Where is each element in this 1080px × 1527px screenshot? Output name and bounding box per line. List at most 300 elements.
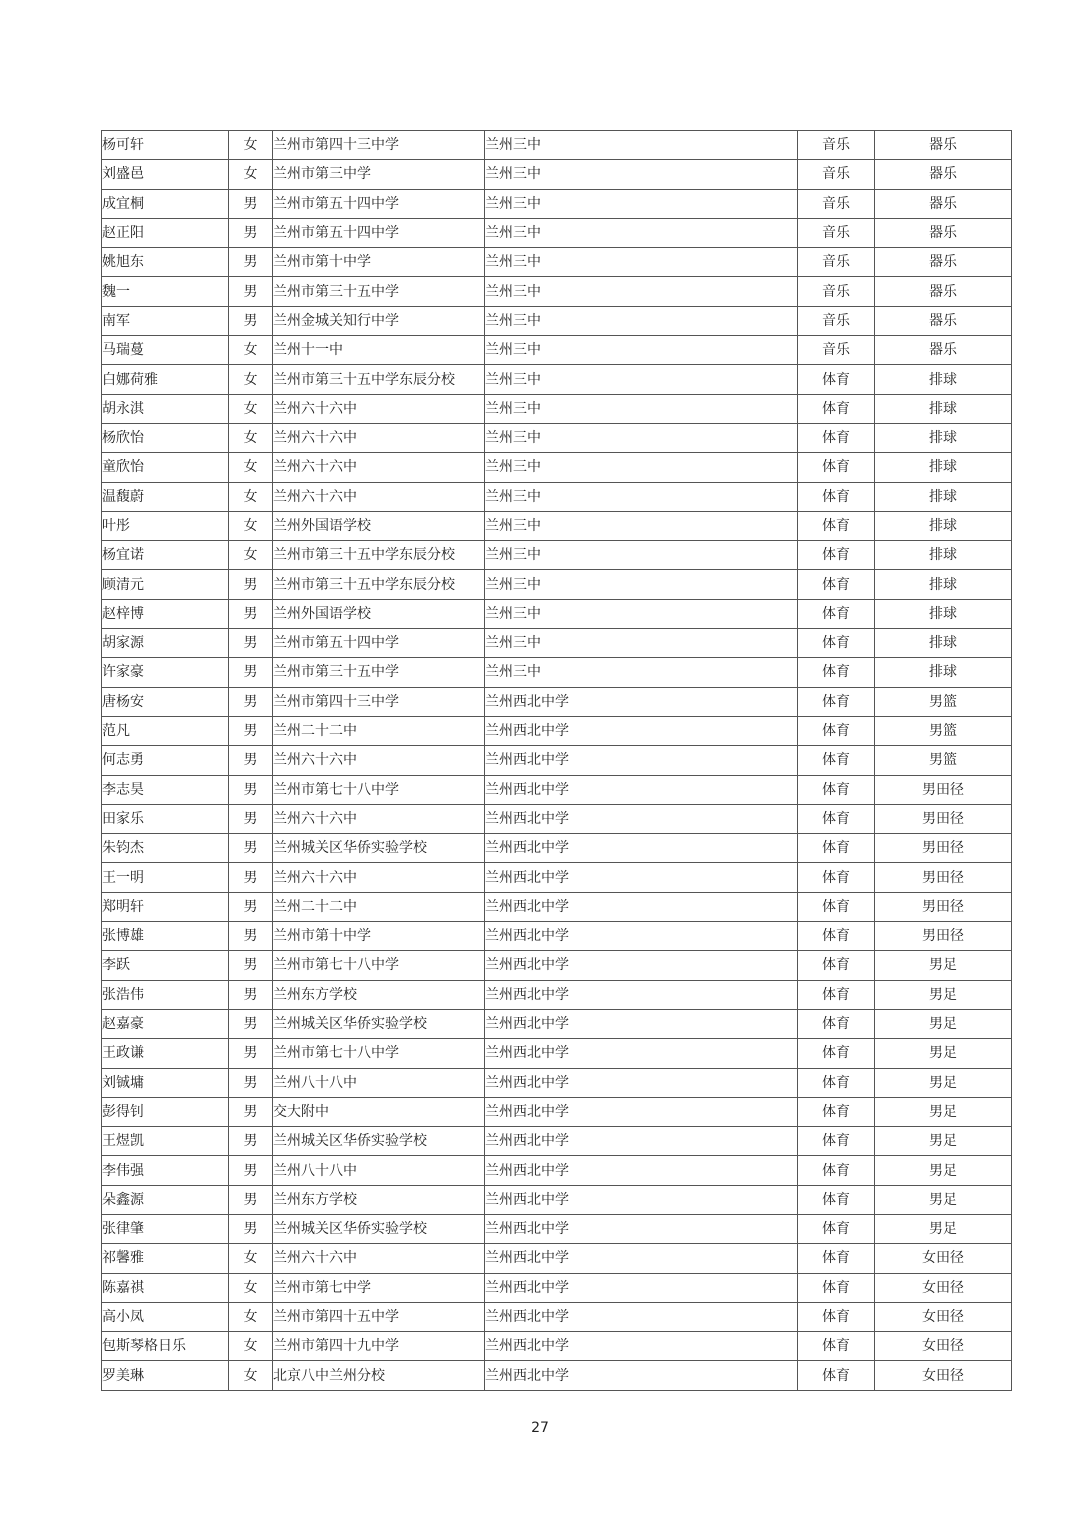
category-cell: 体育 <box>798 629 875 658</box>
student-name-cell: 杨宜诺 <box>102 541 229 570</box>
gender-cell: 女 <box>229 1302 273 1331</box>
admitted-school-cell: 兰州西北中学 <box>485 1302 798 1331</box>
origin-school-cell: 兰州城关区华侨实验学校 <box>273 1214 485 1243</box>
specialty-cell: 男足 <box>875 1009 1012 1038</box>
specialty-cell: 女田径 <box>875 1361 1012 1390</box>
gender-cell: 女 <box>229 1361 273 1390</box>
origin-school-cell: 兰州二十二中 <box>273 716 485 745</box>
specialty-cell: 排球 <box>875 570 1012 599</box>
specialty-cell: 排球 <box>875 453 1012 482</box>
origin-school-cell: 兰州市第三十五中学 <box>273 277 485 306</box>
gender-cell: 男 <box>229 951 273 980</box>
admitted-school-cell: 兰州三中 <box>485 541 798 570</box>
gender-cell: 男 <box>229 189 273 218</box>
gender-cell: 男 <box>229 1009 273 1038</box>
origin-school-cell: 兰州六十六中 <box>273 804 485 833</box>
origin-school-cell: 兰州市第四十三中学 <box>273 687 485 716</box>
student-name-cell: 张律肇 <box>102 1214 229 1243</box>
admitted-school-cell: 兰州三中 <box>485 365 798 394</box>
specialty-cell: 男足 <box>875 1097 1012 1126</box>
admitted-school-cell: 兰州三中 <box>485 394 798 423</box>
origin-school-cell: 兰州市第三十五中学 <box>273 658 485 687</box>
specialty-cell: 女田径 <box>875 1244 1012 1273</box>
gender-cell: 男 <box>229 746 273 775</box>
category-cell: 音乐 <box>798 306 875 335</box>
student-name-cell: 胡永淇 <box>102 394 229 423</box>
specialty-cell: 排球 <box>875 599 1012 628</box>
admitted-school-cell: 兰州西北中学 <box>485 951 798 980</box>
student-name-cell: 胡家源 <box>102 629 229 658</box>
table-row <box>102 248 1012 277</box>
gender-cell: 女 <box>229 482 273 511</box>
origin-school-cell: 兰州东方学校 <box>273 980 485 1009</box>
table-row <box>102 1214 1012 1243</box>
specialty-cell: 男足 <box>875 1214 1012 1243</box>
origin-school-cell: 兰州六十六中 <box>273 863 485 892</box>
student-name-cell: 朱钧杰 <box>102 834 229 863</box>
category-cell: 音乐 <box>798 160 875 189</box>
gender-cell: 女 <box>229 1273 273 1302</box>
student-name-cell: 温馥蔚 <box>102 482 229 511</box>
admitted-school-cell: 兰州西北中学 <box>485 1332 798 1361</box>
student-name-cell: 赵嘉豪 <box>102 1009 229 1038</box>
category-cell: 体育 <box>798 570 875 599</box>
category-cell: 体育 <box>798 1068 875 1097</box>
gender-cell: 女 <box>229 423 273 452</box>
category-cell: 体育 <box>798 511 875 540</box>
student-name-cell: 刘盛邑 <box>102 160 229 189</box>
admitted-school-cell: 兰州三中 <box>485 336 798 365</box>
table-row <box>102 629 1012 658</box>
origin-school-cell: 兰州六十六中 <box>273 1244 485 1273</box>
gender-cell: 男 <box>229 922 273 951</box>
admitted-school-cell: 兰州西北中学 <box>485 1068 798 1097</box>
origin-school-cell: 兰州市第七十八中学 <box>273 775 485 804</box>
roster-body <box>102 131 1012 1391</box>
gender-cell: 女 <box>229 1332 273 1361</box>
category-cell: 体育 <box>798 922 875 951</box>
gender-cell: 女 <box>229 160 273 189</box>
specialty-cell: 男足 <box>875 951 1012 980</box>
student-name-cell: 赵梓博 <box>102 599 229 628</box>
student-name-cell: 唐杨安 <box>102 687 229 716</box>
student-name-cell: 叶彤 <box>102 511 229 540</box>
table-row <box>102 1068 1012 1097</box>
specialty-cell: 男足 <box>875 1068 1012 1097</box>
category-cell: 音乐 <box>798 248 875 277</box>
gender-cell: 男 <box>229 1214 273 1243</box>
admitted-school-cell: 兰州西北中学 <box>485 1156 798 1185</box>
category-cell: 体育 <box>798 599 875 628</box>
gender-cell: 男 <box>229 570 273 599</box>
student-name-cell: 马瑞蔓 <box>102 336 229 365</box>
specialty-cell: 器乐 <box>875 189 1012 218</box>
student-name-cell: 范凡 <box>102 716 229 745</box>
table-row <box>102 1244 1012 1273</box>
gender-cell: 男 <box>229 1039 273 1068</box>
table-row <box>102 1009 1012 1038</box>
specialty-cell: 男篮 <box>875 746 1012 775</box>
table-row <box>102 482 1012 511</box>
gender-cell: 女 <box>229 336 273 365</box>
student-name-cell: 顾清元 <box>102 570 229 599</box>
student-name-cell: 祁馨雅 <box>102 1244 229 1273</box>
category-cell: 体育 <box>798 1332 875 1361</box>
origin-school-cell: 兰州市第七十八中学 <box>273 1039 485 1068</box>
specialty-cell: 排球 <box>875 658 1012 687</box>
specialty-cell: 男田径 <box>875 892 1012 921</box>
specialty-cell: 排球 <box>875 511 1012 540</box>
student-name-cell: 包斯琴格日乐 <box>102 1332 229 1361</box>
specialty-cell: 男田径 <box>875 922 1012 951</box>
student-name-cell: 高小凤 <box>102 1302 229 1331</box>
admitted-school-cell: 兰州三中 <box>485 658 798 687</box>
table-row <box>102 599 1012 628</box>
admitted-school-cell: 兰州西北中学 <box>485 1009 798 1038</box>
table-row <box>102 1039 1012 1068</box>
origin-school-cell: 兰州二十二中 <box>273 892 485 921</box>
admitted-school-cell: 兰州西北中学 <box>485 1127 798 1156</box>
student-name-cell: 杨可轩 <box>102 131 229 160</box>
specialty-cell: 排球 <box>875 629 1012 658</box>
gender-cell: 男 <box>229 306 273 335</box>
specialty-cell: 女田径 <box>875 1302 1012 1331</box>
category-cell: 体育 <box>798 775 875 804</box>
gender-cell: 男 <box>229 980 273 1009</box>
gender-cell: 男 <box>229 863 273 892</box>
admitted-school-cell: 兰州三中 <box>485 599 798 628</box>
admitted-school-cell: 兰州三中 <box>485 160 798 189</box>
origin-school-cell: 兰州市第七十八中学 <box>273 951 485 980</box>
student-name-cell: 王煜凯 <box>102 1127 229 1156</box>
student-name-cell: 刘铖墉 <box>102 1068 229 1097</box>
category-cell: 体育 <box>798 892 875 921</box>
gender-cell: 男 <box>229 834 273 863</box>
origin-school-cell: 兰州六十六中 <box>273 746 485 775</box>
gender-cell: 男 <box>229 1156 273 1185</box>
student-name-cell: 田家乐 <box>102 804 229 833</box>
category-cell: 音乐 <box>798 277 875 306</box>
table-row <box>102 189 1012 218</box>
table-row <box>102 892 1012 921</box>
category-cell: 体育 <box>798 1127 875 1156</box>
specialty-cell: 排球 <box>875 482 1012 511</box>
origin-school-cell: 兰州六十六中 <box>273 423 485 452</box>
specialty-cell: 器乐 <box>875 306 1012 335</box>
admitted-school-cell: 兰州三中 <box>485 248 798 277</box>
category-cell: 体育 <box>798 365 875 394</box>
category-cell: 体育 <box>798 687 875 716</box>
table-row <box>102 951 1012 980</box>
category-cell: 体育 <box>798 951 875 980</box>
origin-school-cell: 兰州六十六中 <box>273 482 485 511</box>
origin-school-cell: 兰州外国语学校 <box>273 599 485 628</box>
category-cell: 体育 <box>798 1214 875 1243</box>
category-cell: 音乐 <box>798 218 875 247</box>
specialty-cell: 器乐 <box>875 336 1012 365</box>
origin-school-cell: 兰州八十八中 <box>273 1068 485 1097</box>
origin-school-cell: 北京八中兰州分校 <box>273 1361 485 1390</box>
origin-school-cell: 兰州市第三中学 <box>273 160 485 189</box>
student-name-cell: 姚旭东 <box>102 248 229 277</box>
specialty-cell: 排球 <box>875 541 1012 570</box>
admitted-school-cell: 兰州西北中学 <box>485 1273 798 1302</box>
admitted-school-cell: 兰州三中 <box>485 218 798 247</box>
table-row <box>102 277 1012 306</box>
table-row <box>102 980 1012 1009</box>
student-name-cell: 杨欣怡 <box>102 423 229 452</box>
specialty-cell: 排球 <box>875 423 1012 452</box>
gender-cell: 男 <box>229 1068 273 1097</box>
origin-school-cell: 兰州市第十中学 <box>273 248 485 277</box>
admitted-school-cell: 兰州西北中学 <box>485 746 798 775</box>
table-row <box>102 394 1012 423</box>
origin-school-cell: 兰州市第四十三中学 <box>273 131 485 160</box>
category-cell: 体育 <box>798 1185 875 1214</box>
category-cell: 体育 <box>798 1097 875 1126</box>
origin-school-cell: 兰州市第五十四中学 <box>273 629 485 658</box>
student-name-cell: 李伟强 <box>102 1156 229 1185</box>
gender-cell: 男 <box>229 599 273 628</box>
category-cell: 体育 <box>798 863 875 892</box>
origin-school-cell: 兰州市第三十五中学东辰分校 <box>273 365 485 394</box>
specialty-cell: 男足 <box>875 980 1012 1009</box>
table-row <box>102 804 1012 833</box>
admitted-school-cell: 兰州三中 <box>485 570 798 599</box>
gender-cell: 男 <box>229 658 273 687</box>
category-cell: 体育 <box>798 1244 875 1273</box>
admitted-school-cell: 兰州三中 <box>485 511 798 540</box>
admitted-school-cell: 兰州西北中学 <box>485 1361 798 1390</box>
gender-cell: 男 <box>229 629 273 658</box>
admitted-school-cell: 兰州三中 <box>485 423 798 452</box>
table-row <box>102 922 1012 951</box>
admitted-school-cell: 兰州三中 <box>485 629 798 658</box>
table-row <box>102 1273 1012 1302</box>
student-name-cell: 赵正阳 <box>102 218 229 247</box>
specialty-cell: 器乐 <box>875 218 1012 247</box>
student-name-cell: 童欣怡 <box>102 453 229 482</box>
gender-cell: 男 <box>229 775 273 804</box>
category-cell: 体育 <box>798 453 875 482</box>
gender-cell: 男 <box>229 1097 273 1126</box>
table-row <box>102 541 1012 570</box>
category-cell: 体育 <box>798 482 875 511</box>
origin-school-cell: 兰州市第五十四中学 <box>273 189 485 218</box>
specialty-cell: 男田径 <box>875 834 1012 863</box>
category-cell: 体育 <box>798 658 875 687</box>
table-row <box>102 716 1012 745</box>
student-name-cell: 罗美琳 <box>102 1361 229 1390</box>
category-cell: 体育 <box>798 1009 875 1038</box>
table-row <box>102 511 1012 540</box>
gender-cell: 女 <box>229 365 273 394</box>
origin-school-cell: 兰州东方学校 <box>273 1185 485 1214</box>
category-cell: 体育 <box>798 1156 875 1185</box>
specialty-cell: 男篮 <box>875 716 1012 745</box>
table-row <box>102 336 1012 365</box>
gender-cell: 男 <box>229 687 273 716</box>
specialty-cell: 女田径 <box>875 1273 1012 1302</box>
origin-school-cell: 兰州十一中 <box>273 336 485 365</box>
page-number: 27 <box>531 1420 549 1436</box>
student-name-cell: 张浩伟 <box>102 980 229 1009</box>
category-cell: 体育 <box>798 1302 875 1331</box>
specialty-cell: 器乐 <box>875 248 1012 277</box>
gender-cell: 女 <box>229 541 273 570</box>
admitted-school-cell: 兰州西北中学 <box>485 863 798 892</box>
gender-cell: 男 <box>229 1127 273 1156</box>
category-cell: 体育 <box>798 834 875 863</box>
gender-cell: 男 <box>229 716 273 745</box>
specialty-cell: 男田径 <box>875 804 1012 833</box>
specialty-cell: 排球 <box>875 365 1012 394</box>
table-row <box>102 1185 1012 1214</box>
gender-cell: 女 <box>229 511 273 540</box>
origin-school-cell: 兰州市第十中学 <box>273 922 485 951</box>
specialty-cell: 排球 <box>875 394 1012 423</box>
student-name-cell: 许家豪 <box>102 658 229 687</box>
category-cell: 体育 <box>798 980 875 1009</box>
table-row <box>102 365 1012 394</box>
gender-cell: 男 <box>229 248 273 277</box>
specialty-cell: 器乐 <box>875 277 1012 306</box>
student-name-cell: 魏一 <box>102 277 229 306</box>
admitted-school-cell: 兰州西北中学 <box>485 687 798 716</box>
category-cell: 音乐 <box>798 131 875 160</box>
category-cell: 体育 <box>798 716 875 745</box>
table-row <box>102 746 1012 775</box>
category-cell: 体育 <box>798 541 875 570</box>
table-row <box>102 1097 1012 1126</box>
student-name-cell: 张博雄 <box>102 922 229 951</box>
table-row <box>102 306 1012 335</box>
gender-cell: 女 <box>229 453 273 482</box>
specialty-cell: 男足 <box>875 1039 1012 1068</box>
specialty-cell: 器乐 <box>875 160 1012 189</box>
gender-cell: 女 <box>229 1244 273 1273</box>
origin-school-cell: 兰州市第四十五中学 <box>273 1302 485 1331</box>
specialty-cell: 男田径 <box>875 775 1012 804</box>
admitted-school-cell: 兰州西北中学 <box>485 775 798 804</box>
origin-school-cell: 兰州市第五十四中学 <box>273 218 485 247</box>
origin-school-cell: 兰州市第七中学 <box>273 1273 485 1302</box>
category-cell: 体育 <box>798 1039 875 1068</box>
gender-cell: 男 <box>229 1185 273 1214</box>
admitted-school-cell: 兰州西北中学 <box>485 1039 798 1068</box>
table-row <box>102 834 1012 863</box>
category-cell: 体育 <box>798 394 875 423</box>
admitted-school-cell: 兰州西北中学 <box>485 804 798 833</box>
specialty-cell: 器乐 <box>875 131 1012 160</box>
specialty-cell: 女田径 <box>875 1332 1012 1361</box>
table-row <box>102 658 1012 687</box>
admitted-school-cell: 兰州西北中学 <box>485 1097 798 1126</box>
student-name-cell: 白娜荷雅 <box>102 365 229 394</box>
admitted-school-cell: 兰州西北中学 <box>485 892 798 921</box>
specialty-cell: 男田径 <box>875 863 1012 892</box>
table-row <box>102 863 1012 892</box>
student-name-cell: 成宜桐 <box>102 189 229 218</box>
origin-school-cell: 兰州市第四十九中学 <box>273 1332 485 1361</box>
student-name-cell: 王政谦 <box>102 1039 229 1068</box>
specialty-cell: 男足 <box>875 1127 1012 1156</box>
table-row <box>102 1127 1012 1156</box>
admitted-school-cell: 兰州西北中学 <box>485 1214 798 1243</box>
table-row <box>102 1156 1012 1185</box>
admitted-school-cell: 兰州三中 <box>485 453 798 482</box>
origin-school-cell: 兰州城关区华侨实验学校 <box>273 1009 485 1038</box>
admitted-school-cell: 兰州三中 <box>485 277 798 306</box>
admitted-school-cell: 兰州西北中学 <box>485 980 798 1009</box>
student-name-cell: 南军 <box>102 306 229 335</box>
gender-cell: 男 <box>229 218 273 247</box>
admitted-school-cell: 兰州三中 <box>485 482 798 511</box>
student-name-cell: 王一明 <box>102 863 229 892</box>
origin-school-cell: 兰州六十六中 <box>273 453 485 482</box>
table-row <box>102 570 1012 599</box>
origin-school-cell: 兰州市第三十五中学东辰分校 <box>273 570 485 599</box>
specialty-cell: 男篮 <box>875 687 1012 716</box>
table-row <box>102 687 1012 716</box>
table-row <box>102 160 1012 189</box>
student-name-cell: 彭得钊 <box>102 1097 229 1126</box>
origin-school-cell: 交大附中 <box>273 1097 485 1126</box>
table-row <box>102 218 1012 247</box>
specialty-cell: 男足 <box>875 1156 1012 1185</box>
admitted-school-cell: 兰州西北中学 <box>485 922 798 951</box>
origin-school-cell: 兰州六十六中 <box>273 394 485 423</box>
admitted-school-cell: 兰州三中 <box>485 306 798 335</box>
student-name-cell: 何志勇 <box>102 746 229 775</box>
category-cell: 体育 <box>798 1273 875 1302</box>
category-cell: 体育 <box>798 1361 875 1390</box>
student-name-cell: 李志昊 <box>102 775 229 804</box>
origin-school-cell: 兰州城关区华侨实验学校 <box>273 834 485 863</box>
admitted-school-cell: 兰州西北中学 <box>485 1244 798 1273</box>
admitted-school-cell: 兰州三中 <box>485 131 798 160</box>
admitted-school-cell: 兰州西北中学 <box>485 834 798 863</box>
student-name-cell: 郑明轩 <box>102 892 229 921</box>
student-name-cell: 陈嘉祺 <box>102 1273 229 1302</box>
table-row <box>102 1302 1012 1331</box>
gender-cell: 男 <box>229 892 273 921</box>
table-row <box>102 775 1012 804</box>
origin-school-cell: 兰州市第三十五中学东辰分校 <box>273 541 485 570</box>
table-row <box>102 1361 1012 1390</box>
table-row <box>102 423 1012 452</box>
category-cell: 音乐 <box>798 336 875 365</box>
origin-school-cell: 兰州八十八中 <box>273 1156 485 1185</box>
admitted-school-cell: 兰州三中 <box>485 189 798 218</box>
table-row <box>102 1332 1012 1361</box>
student-roster-table <box>101 130 1012 1391</box>
origin-school-cell: 兰州金城关知行中学 <box>273 306 485 335</box>
origin-school-cell: 兰州城关区华侨实验学校 <box>273 1127 485 1156</box>
student-name-cell: 李跃 <box>102 951 229 980</box>
category-cell: 体育 <box>798 746 875 775</box>
category-cell: 体育 <box>798 423 875 452</box>
student-name-cell: 朵鑫源 <box>102 1185 229 1214</box>
admitted-school-cell: 兰州西北中学 <box>485 716 798 745</box>
gender-cell: 男 <box>229 277 273 306</box>
gender-cell: 女 <box>229 131 273 160</box>
category-cell: 体育 <box>798 804 875 833</box>
admitted-school-cell: 兰州西北中学 <box>485 1185 798 1214</box>
origin-school-cell: 兰州外国语学校 <box>273 511 485 540</box>
gender-cell: 女 <box>229 394 273 423</box>
table-row <box>102 131 1012 160</box>
